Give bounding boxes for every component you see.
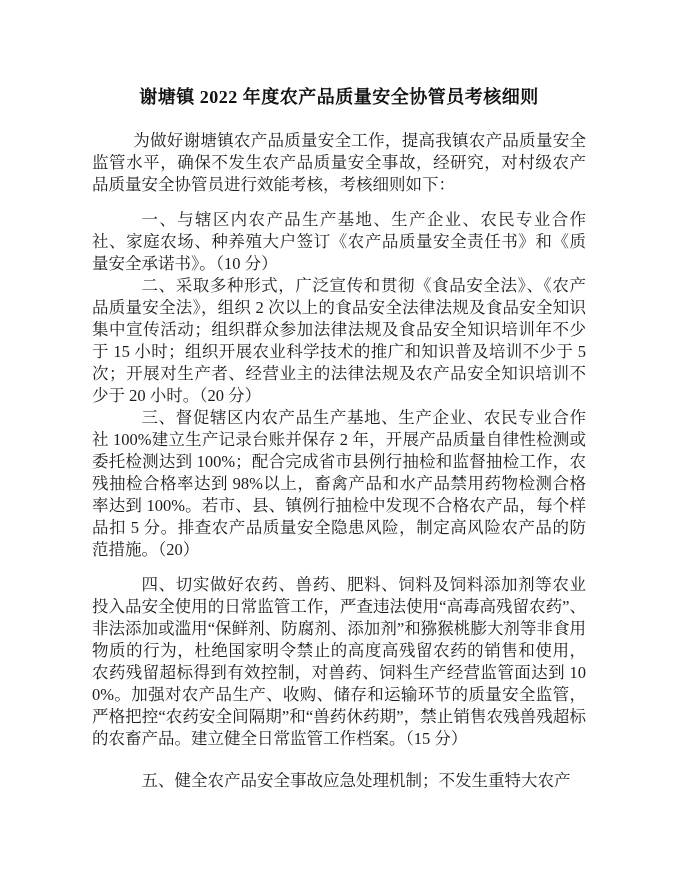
section-paragraph-5: 五、健全农产品安全事故应急处理机制；不发生重特大农产 [141,771,571,790]
document-title: 谢塘镇 2022 年度农产品质量安全协管员考核细则 [139,87,539,107]
section-paragraph-1: 一、与辖区内农产品生产基地、生产企业、农民专业合作社、家庭农场、种养殖大户签订《农产品质量安全责任书》和《质量安全承诺书》。（10 分） [92,210,586,273]
section-paragraph-3: 三、督促辖区内农产品生产基地、生产企业、农民专业合作社 100%建立生产记录台账并保存 2 年，开展产品质量自律性检测或委托检测达到 100%；配合完成省市县例行抽检和监督抽检工作，农残抽检合格率达到 98%以上，畜禽产品和水产品禁用药物检测合格率达到 100%。若市、县、镇例行抽检中发现不合格农产品，每个样品扣 5 分。排查农产品质量安全隐患风险，制定高风险农产品的防范措施。（20） [92,408,586,559]
section-paragraph-2: 二、采取多种形式，广泛宣传和贯彻《食品安全法》、《农产品质量安全法》，组织 2 次以上的食品安全法律法规及食品安全知识集中宣传活动；组织群众参加法律法规及食品安全知识培训年不少于 15 小时；组织开展农业科学技术的推广和知识普及培训不少于 5 次；开展对生产者、经营业主的法律法规及农产品安全知识培训不少于 20 小时。（20 分） [92,276,586,405]
section-paragraph-4: 四、切实做好农药、兽药、肥料、饲料及饲料添加剂等农业投入品安全使用的日常监管工作，严查违法使用“高毒高残留农药”、非法添加或滥用“保鲜剂、防腐剂、添加剂”和猕猴桃膨大剂等非食用物质的行为，杜绝国家明令禁止的高度高残留农药的销售和使用，农药残留超标得到有效控制，对兽药、饲料生产经营监管面达到 100%。加强对农产品生产、收购、储存和运输环节的质量安全监管，严格把控“农药安全间隔期”和“兽药休药期”，禁止销售农残兽残超标的农畜产品。建立健全日常监管工作档案。（15 分） [92,575,586,748]
intro-paragraph: 为做好谢塘镇农产品质量安全工作，提高我镇农产品质量安全监管水平，确保不发生农产品质量安全事故，经研究，对村级农产品质量安全协管员进行效能考核，考核细则如下： [92,131,586,194]
